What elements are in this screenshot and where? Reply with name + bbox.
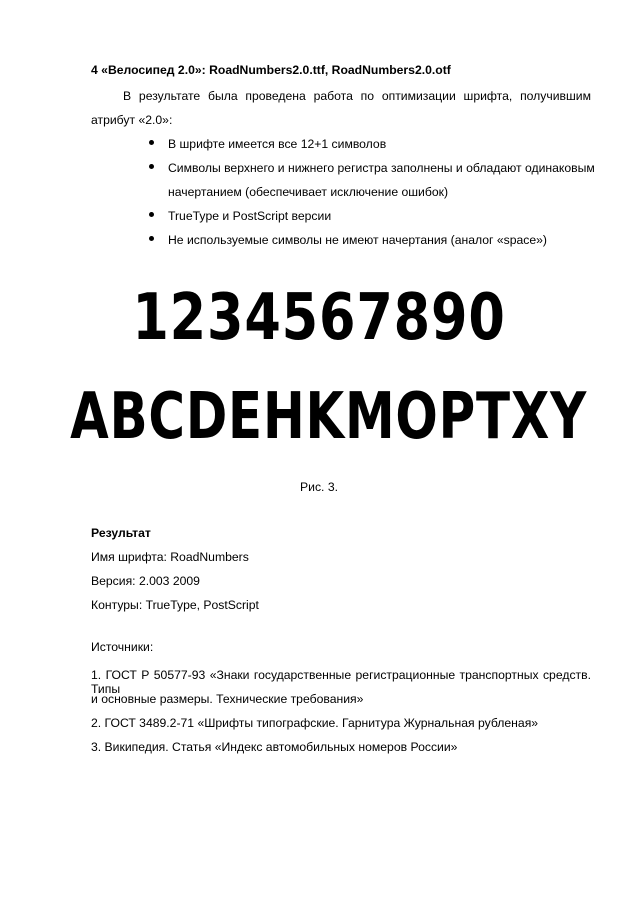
font-sample-letters: ABCDEHKMOPTXY [70, 380, 588, 454]
sources-title: Источники: [91, 640, 154, 654]
bullet-item-4: Не используемые символы не имеют начертания (аналог «space») [168, 233, 547, 247]
section-heading: 4 «Велосипед 2.0»: RoadNumbers2.0.ttf, RoadNumbers2.0.otf [91, 63, 451, 77]
bullet-item-2-line-2: начертанием (обеспечивает исключение ошибок) [168, 185, 449, 199]
result-title: Результат [91, 526, 151, 540]
result-outlines: Контуры: TrueType, PostScript [91, 598, 259, 612]
bullet-icon [148, 137, 156, 145]
source-item-2: 2. ГОСТ 3489.2-71 «Шрифты типографские. Гарнитура Журнальная рубленая» [91, 716, 539, 730]
source-item-1-line-1: 1. ГОСТ Р 50577-93 «Знаки государственные регистрационные транспортных средств. Типы [91, 668, 591, 696]
bullet-icon [148, 161, 156, 169]
font-sample-digits: 1234567890 [132, 281, 506, 355]
bullet-item-3: TrueType и PostScript версии [168, 209, 332, 223]
figure-caption: Рис. 3. [300, 480, 338, 494]
intro-paragraph [91, 89, 591, 103]
source-item-3: 3. Википедия. Статья «Индекс автомобильных номеров России» [91, 740, 458, 754]
source-item-1-line-2: и основные размеры. Технические требования» [91, 692, 364, 706]
result-font-name: Имя шрифта: RoadNumbers [91, 550, 249, 564]
bullet-item-1: В шрифте имеется все 12+1 символов [168, 137, 387, 151]
result-version: Версия: 2.003 2009 [91, 574, 200, 588]
bullet-icon [148, 233, 156, 241]
bullet-icon [148, 209, 156, 217]
intro-line-1: В результате была проведена работа по оптимизации шрифта, получившим [123, 89, 591, 103]
bullet-item-2-line-1: Символы верхнего и нижнего регистра заполнены и обладают одинаковым [168, 161, 595, 175]
intro-line-2: атрибут «2.0»: [91, 113, 173, 127]
